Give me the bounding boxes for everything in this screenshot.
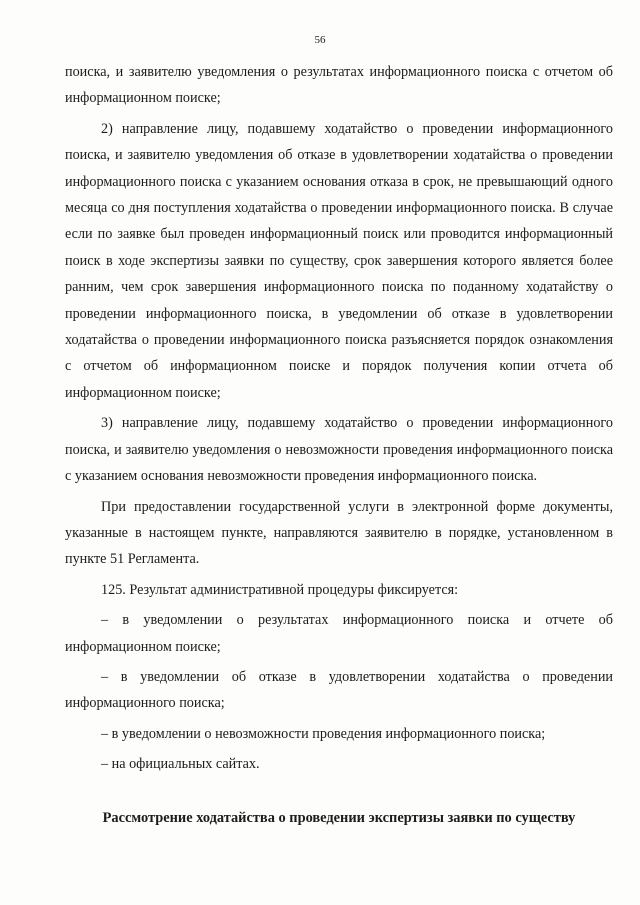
list-item-official-sites: – на официальных сайтах. bbox=[101, 756, 260, 773]
list-item-result-notice: – в уведомлении о результатах информационного поиска и отчете об информационном поиске; bbox=[65, 612, 613, 655]
paragraph-item-3: 3) направление лицу, подавшему ходатайство о проведении информационного поиска, и заявителю уведомления о невозможности проведения информационного поиска с указанием основания невозможности проведения информационного поиска. bbox=[65, 415, 613, 485]
page-number: 56 bbox=[314, 34, 326, 46]
section-heading: Рассмотрение ходатайства о проведении экспертизы заявки по существу bbox=[102, 810, 576, 826]
paragraph-item-2: 2) направление лицу, подавшему ходатайство о проведении информационного поиска, и заявителю уведомления об отказе в удовлетворении ходатайства о проведении информационного поиска с указанием основания отказа в срок, не превышающий одного месяца со дня поступления ходатайства о проведении информационного поиска. В случае если по заявке был проведен информационный поиск или проводится информационный поиск в ходе экспертизы заявки по существу, срок завершения которого является более ранним, чем срок завершения информационного поиска по поданному ходатайству о проведении информационного поиска, в уведомлении об отказе в удовлетворении ходатайства о проведении информационного поиска разъясняется порядок ознакомления с отчетом об информационном поиске и порядок получения копии отчета об информационном поиске; bbox=[65, 120, 613, 401]
paragraph-electronic-form: При предоставлении государственной услуги в электронной форме документы, указанные в настоящем пункте, направляются заявителю в порядке, установленном в пункте 51 Регламента. bbox=[65, 498, 613, 568]
document-body bbox=[65, 59, 613, 778]
paragraph-125: 125. Результат административной процедуры фиксируется: bbox=[101, 581, 459, 598]
paragraph-continuation: поиска, и заявителю уведомления о результатах информационного поиска с отчетом об информационном поиске; bbox=[65, 64, 613, 107]
list-item-impossibility-notice: – в уведомлении о невозможности проведения информационного поиска; bbox=[101, 725, 546, 742]
list-item-refusal-notice: – в уведомлении об отказе в удовлетворении ходатайства о проведении информационного поиска; bbox=[65, 668, 613, 712]
